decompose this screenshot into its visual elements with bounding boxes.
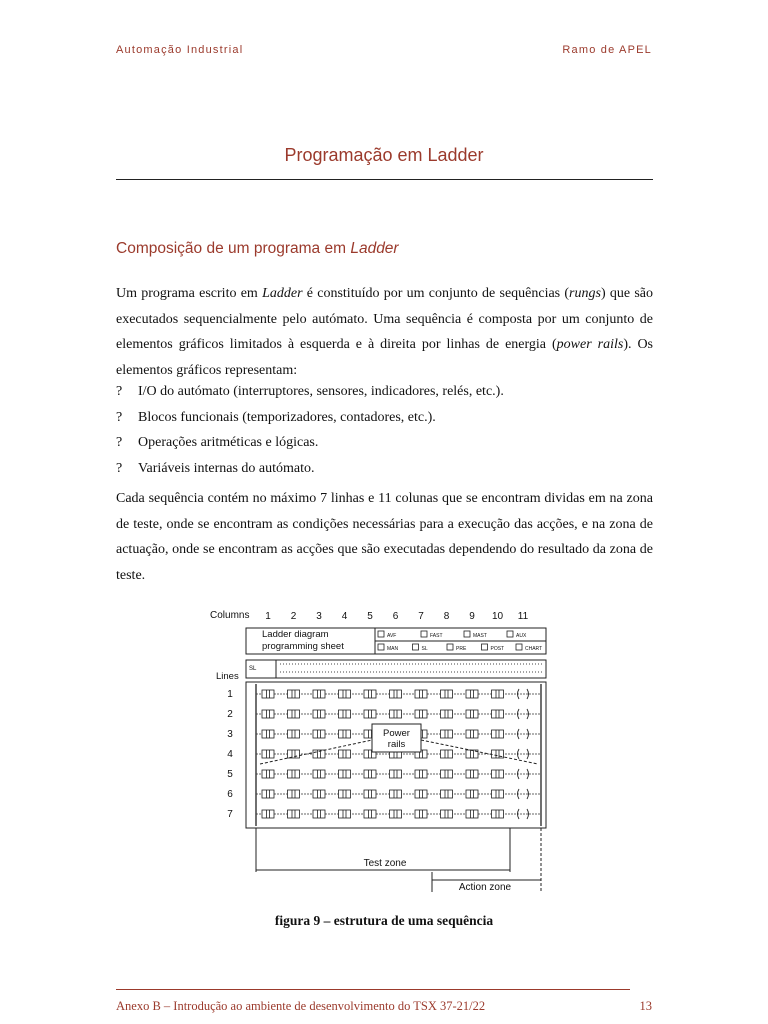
power-rails-leader	[260, 740, 372, 764]
bullet-mark: ?	[116, 460, 123, 476]
contact-cell	[313, 690, 325, 698]
paragraph-intro-emphasis: rungs	[569, 286, 601, 301]
paragraph-structure: Cada sequência contém no máximo 7 linhas e 11 colunas que se encontram dividas em na zona de teste, onde se encontram as condições necessárias para a execução das acções, e na zona de actuação, onde se encontram as acções que são executadas dependendo do resultado da zona de teste.	[116, 491, 653, 583]
paragraph-intro-part: ) que são executados sequencialmente pelo autómato. Uma sequência é composta por um conjunto de elementos gráficos limitados à esquerda e à direita por linhas de energia (	[116, 286, 653, 352]
contact-cell	[262, 730, 274, 738]
contact-cell	[339, 750, 351, 758]
checkbox-label: AUX	[516, 633, 527, 639]
contact-cell	[313, 770, 325, 778]
contact-cell	[339, 710, 351, 718]
column-number: 11	[517, 611, 529, 622]
action-zone-label: Action zone	[458, 882, 512, 893]
test-zone-label: Test zone	[363, 858, 407, 869]
contact-cell	[466, 790, 478, 798]
contact-cell	[339, 790, 351, 798]
header-left: Automação Industrial	[116, 44, 244, 56]
bullet-text: Operações aritméticas e lógicas.	[138, 435, 319, 450]
bullet-mark: ?	[116, 384, 123, 399]
line-number: 3	[227, 729, 233, 740]
page-number: 13	[639, 999, 652, 1013]
contact-cell	[492, 810, 504, 818]
sheet-label-line1: Ladder diagram	[262, 629, 329, 640]
contact-cell	[441, 750, 453, 758]
power-rails-line2: rails	[387, 739, 406, 750]
contact-cell	[313, 710, 325, 718]
contact-cell	[466, 810, 478, 818]
contact-cell	[288, 750, 300, 758]
checkbox-label: MAN	[387, 646, 399, 652]
line-number: 4	[227, 749, 233, 760]
ladder-rungs	[256, 689, 541, 819]
contact-cell	[441, 790, 453, 798]
contact-cell	[288, 790, 300, 798]
contact-cell	[466, 710, 478, 718]
column-numbers	[265, 611, 528, 622]
checkbox	[482, 644, 488, 650]
column-number: 6	[392, 611, 399, 622]
line-number: 7	[227, 809, 233, 820]
lines-label: Lines	[216, 671, 239, 682]
contact-cell	[262, 750, 274, 758]
contact-cell	[390, 810, 402, 818]
line-numbers	[227, 689, 233, 820]
contact-cell	[288, 810, 300, 818]
contact-cell	[262, 810, 274, 818]
contact-cell	[364, 690, 376, 698]
column-number: 5	[367, 611, 373, 622]
bullet-mark: ?	[116, 409, 123, 425]
checkbox	[413, 644, 419, 650]
checkbox-label: CHART	[525, 646, 543, 652]
contact-cell	[441, 730, 453, 738]
contact-cell	[364, 810, 376, 818]
contact-cell	[415, 790, 427, 798]
checkbox-label: POST	[490, 646, 505, 652]
column-number: 9	[469, 611, 475, 622]
column-number: 3	[316, 611, 322, 622]
contact-cell	[262, 710, 274, 718]
contact-cell	[339, 810, 351, 818]
header-right: Ramo de APEL	[562, 44, 652, 56]
checkbox	[464, 631, 470, 637]
line-number: 1	[227, 689, 233, 700]
contact-cell	[466, 730, 478, 738]
paragraph-intro-emphasis: power rails	[556, 337, 624, 352]
power-rails-leader	[421, 740, 538, 764]
contact-cell	[262, 770, 274, 778]
paragraph-intro-part: é constituído por um conjunto de sequências (	[302, 286, 570, 301]
column-number: 10	[491, 611, 504, 622]
sheet-label-line2: programming sheet	[262, 641, 344, 652]
list-item	[116, 405, 504, 431]
contact-cell	[492, 770, 504, 778]
contact-cell	[262, 690, 274, 698]
contact-cell	[288, 690, 300, 698]
contact-cell	[339, 770, 351, 778]
contact-cell	[288, 770, 300, 778]
column-number: 7	[418, 611, 424, 622]
contact-cell	[288, 730, 300, 738]
power-rails-line1: Power	[383, 728, 410, 739]
contact-cell	[492, 730, 504, 738]
bullet-text: I/O do autómato (interruptores, sensores, indicadores, relés, etc.).	[138, 384, 504, 399]
page-title: Programação em Ladder	[284, 145, 484, 165]
contact-cell	[492, 710, 504, 718]
bullet-text: Variáveis internas do autómato.	[138, 460, 315, 476]
contact-cell	[390, 690, 402, 698]
contact-cell	[262, 790, 274, 798]
checkbox-label: SL	[421, 646, 428, 652]
line-number: 5	[227, 769, 233, 780]
contact-cell	[441, 710, 453, 718]
contact-cell	[492, 690, 504, 698]
contact-cell	[313, 810, 325, 818]
contact-cell	[441, 690, 453, 698]
contact-cell	[288, 710, 300, 718]
section-heading-text: Composição de um programa em	[116, 240, 351, 257]
contact-cell	[415, 690, 427, 698]
contact-cell	[313, 790, 325, 798]
checkbox	[421, 631, 427, 637]
contact-cell	[390, 790, 402, 798]
ladder-figure	[200, 604, 560, 894]
column-number: 2	[290, 611, 297, 622]
checkbox	[516, 644, 522, 650]
contact-cell	[313, 730, 325, 738]
columns-label: Columns	[210, 610, 250, 621]
contact-cell	[441, 770, 453, 778]
paragraph-intro-emphasis: Ladder	[262, 286, 303, 301]
paragraph-intro-part: Um programa escrito em	[116, 286, 263, 301]
line-number: 6	[227, 789, 233, 800]
contact-cell	[492, 790, 504, 798]
contact-cell	[466, 770, 478, 778]
contact-cell	[339, 690, 351, 698]
list-item	[116, 456, 504, 482]
checkbox	[447, 644, 453, 650]
contact-cell	[390, 710, 402, 718]
contact-cell	[339, 730, 351, 738]
contact-cell	[415, 770, 427, 778]
column-number: 8	[443, 611, 450, 622]
figure-caption: figura 9 – estrutura de uma sequência	[274, 913, 494, 928]
checkbox-label: PRE	[456, 646, 467, 652]
contact-cell	[466, 690, 478, 698]
paragraph-intro	[116, 281, 653, 383]
bullet-list	[116, 379, 504, 481]
line-number: 2	[227, 709, 233, 720]
contact-cell	[441, 810, 453, 818]
checkbox	[378, 644, 384, 650]
section-heading	[116, 240, 399, 258]
bullet-text: Blocos funcionais (temporizadores, contadores, etc.).	[138, 409, 436, 425]
contact-cell	[364, 790, 376, 798]
contact-cell	[364, 710, 376, 718]
column-number: 1	[265, 611, 271, 622]
bullet-mark: ?	[116, 435, 123, 450]
list-item	[116, 379, 504, 405]
contact-cell	[415, 710, 427, 718]
checkbox-label: MAST	[473, 633, 487, 639]
label-strip	[246, 660, 546, 678]
checkbox	[378, 631, 384, 637]
checkbox-label: AVF	[387, 633, 397, 639]
checkbox-row-2	[378, 644, 542, 652]
list-item	[116, 430, 504, 456]
contact-cell	[390, 770, 402, 778]
checkbox-row-1	[378, 631, 527, 639]
section-heading-emphasis: Ladder	[350, 240, 399, 257]
label-strip-tag: SL	[249, 666, 257, 672]
contact-cell	[415, 810, 427, 818]
footer-left: Anexo B – Introdução ao ambiente de desenvolvimento do TSX 37-21/22	[116, 999, 486, 1013]
checkbox-label: FAST	[430, 633, 443, 639]
column-number: 4	[341, 611, 348, 622]
contact-cell	[364, 770, 376, 778]
footer-divider	[116, 989, 630, 990]
checkbox	[507, 631, 513, 637]
title-divider	[116, 179, 653, 180]
paragraph-intro-part: ). Os elementos gráficos representam:	[116, 337, 654, 378]
